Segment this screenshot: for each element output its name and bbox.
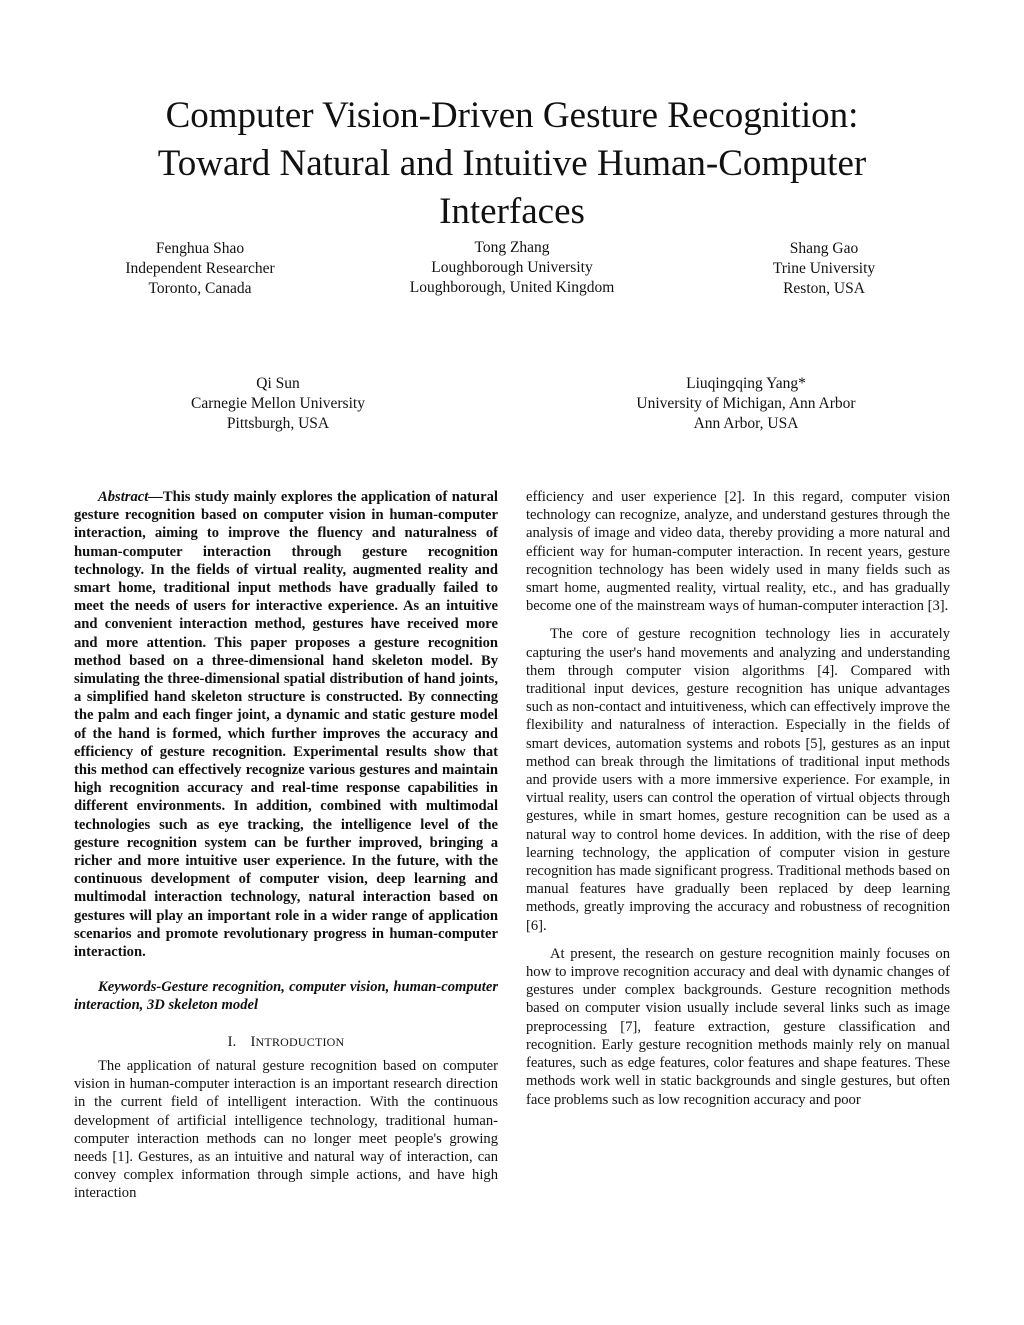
author-location: Pittsburgh, USA (226, 415, 330, 432)
author-block-3 (744, 239, 904, 299)
author-affiliation: Loughborough University (431, 259, 593, 276)
author-name: Liuqingqing Yang* (686, 375, 806, 392)
author-affiliation: Trine University (772, 260, 876, 277)
abstract-text: This study mainly explores the application of natural gesture recognition based on computer vision in human-computer interaction, aiming to improve the fluency and naturalness of human-computer interaction through gesture recognition technology. In the fields of virtual reality, augmented reality and smart home, traditional input methods have gradually failed to meet the needs of users for interactive experience. As an intuitive and convenient interaction method, gestures have received more and more attention. This paper proposes a gesture recognition method based on a three-dimensional hand skeleton model. By simulating the three-dimensional spatial distribution of hand joints, a simplified hand skeleton structure is constructed. By connecting the palm and each finger joint, a dynamic and static gesture model of the hand is formed, which further improves the accuracy and efficiency of gesture recognition. Experimental results show that this method can effectively recognize various gestures and maintain high recognition accuracy and real-time response capabilities in different environments. In addition, combined with multimodal technologies such as eye tracking, the intelligence level of the gesture recognition system can be further improved, bringing a richer and more intuitive user experience. In the future, with the continuous development of computer vision, deep learning and multimodal interaction technology, natural interaction based on gestures will play an important role in a wider range of application scenarios and promote revolutionary progress in human-computer interaction. (74, 489, 498, 961)
body-paragraph: The core of gesture recognition technology lies in accurately capturing the user's hand movements and analyzing and understanding them through computer vision algorithms [4]. Compared with traditional input devices, gesture recognition has unique advantages such as non-contact and intuitiveness, which can effectively improve the flexibility and naturalness of interaction. Especially in the fields of smart devices, automation systems and robots [5], gestures as an input method can break through the limitations of traditional input methods and provide users with a more immersive experience. For example, in virtual reality, users can control the operation of virtual objects through gestures, while in smart homes, gesture recognition can be used as a natural way to control home devices. In addition, with the rise of deep learning technology, the application of computer vision in gesture recognition has made significant progress. Traditional methods based on manual features have gradually been replaced by deep learning methods, greatly improving the accuracy and robustness of recognition [6]. (526, 626, 950, 934)
author-affiliation: Carnegie Mellon University (191, 395, 365, 412)
title-line: Interfaces (439, 191, 585, 232)
author-location: Toronto, Canada (148, 280, 252, 297)
author-name: Qi Sun (256, 375, 300, 392)
author-location: Loughborough, United Kingdom (409, 279, 615, 296)
author-name: Shang Gao (789, 240, 859, 257)
left-column (74, 488, 498, 1203)
section-title-initial: I (250, 1033, 256, 1050)
paper-title (100, 92, 924, 236)
author-name: Tong Zhang (474, 239, 550, 256)
abstract (74, 488, 498, 961)
author-block-2 (362, 238, 662, 298)
body-paragraph: The application of natural gesture recognition based on computer vision in human-computer interaction is an important research direction in the current field of intelligent interaction. With the continuous development of artificial intelligence technology, traditional human-computer interaction methods can no longer meet people's growing needs [1]. Gestures, as an intuitive and natural way of interaction, can convey complex information through simple actions, and have high interaction (74, 1057, 498, 1202)
body-paragraph: At present, the research on gesture recognition mainly focuses on how to improve recognition accuracy and deal with dynamic changes of gestures under complex backgrounds. Gesture recognition methods based on computer vision usually include several links such as image preprocessing [7], feature extraction, gesture classification and recognition. Early gesture recognition methods mainly rely on manual features, such as edge features, color features and shape features. These methods work well in static backgrounds and single gestures, but often face problems such as low recognition accuracy and poor (526, 945, 950, 1108)
author-affiliation: University of Michigan, Ann Arbor (636, 395, 856, 412)
title-line: Toward Natural and Intuitive Human-Computer (157, 143, 867, 184)
author-location: Reston, USA (783, 280, 865, 297)
abstract-label: Abstract— (98, 489, 163, 505)
author-name: Fenghua Shao (155, 240, 245, 257)
keywords: Keywords-Gesture recognition, computer vision, human-computer interaction, 3D skeleton model (74, 979, 498, 1014)
author-affiliation: Independent Researcher (125, 260, 275, 277)
body-paragraph: efficiency and user experience [2]. In this regard, computer vision technology can recognize, analyze, and understand gestures through the analysis of image and video data, thereby providing a more natural and efficient way for human-computer interaction. In recent years, gesture recognition technology has been widely used in many fields such as smart home, augmented reality, virtual reality, etc., and has gradually become one of the mainstream ways of human-computer interaction [3]. (526, 489, 950, 615)
section-title-rest: NTRODUCTION (255, 1034, 345, 1049)
author-block-5 (596, 374, 896, 434)
author-block-4 (158, 374, 398, 434)
right-column (526, 488, 950, 1109)
author-location: Ann Arbor, USA (693, 415, 799, 432)
title-line: Computer Vision-Driven Gesture Recognition: (165, 95, 859, 136)
section-heading-introduction (74, 1033, 498, 1051)
section-number: I. (227, 1033, 237, 1050)
author-block-1 (100, 239, 300, 299)
